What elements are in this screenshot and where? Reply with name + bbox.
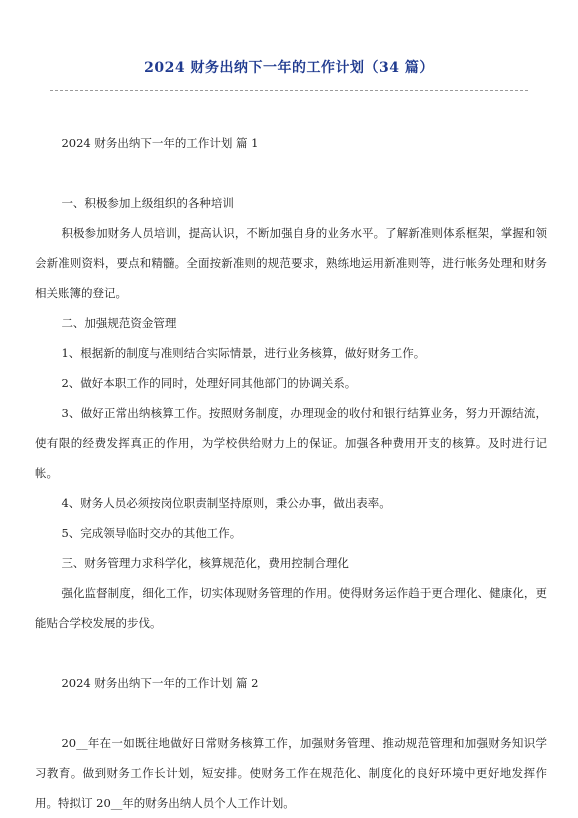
section-3-heading: 三、财务管理力求科学化，核算规范化，费用控制合理化 (61, 556, 349, 570)
section-2-item-1: 1、根据新的制度与准则结合实际情景，进行业务核算，做好财务工作。 (61, 346, 426, 360)
article-2-paragraph: 20__年在一如既往地做好日常财务核算工作，加强财务管理、推动规范管理和加强财务知识学习教育。做到财务工作长计划，短安排。使财务工作在规范化、制度化的良好环境中更好地发挥作用。特拟订 20__年的财务出纳人员个人工作计划。 (35, 736, 547, 810)
article-1-heading: 2024 财务出纳下一年的工作计划 篇 1 (61, 136, 259, 150)
section-2-item-2: 2、做好本职工作的同时，处理好同其他部门的协调关系。 (61, 376, 357, 390)
section-2-item-4: 4、财务人员必须按岗位职责制坚持原则，秉公办事，做出表率。 (61, 496, 391, 510)
title-divider (50, 90, 528, 91)
section-1-paragraph: 积极参加财务人员培训，提高认识，不断加强自身的业务水平。了解新准则体系框架，掌握和领会新准则资料，要点和精髓。全面按新准则的规范要求，熟练地运用新准则等，进行帐务处理和财务相关账簿的登记。 (35, 226, 547, 300)
section-2-item-5: 5、完成领导临时交办的其他工作。 (61, 526, 242, 540)
section-2-item-3: 3、做好正常出纳核算工作。按照财务制度，办理现金的收付和银行结算业务，努力开源结流，使有限的经费发挥真正的作用，为学校供给财力上的保证。加强各种费用开支的核算。及时进行记帐。 (35, 406, 547, 480)
section-3-paragraph: 强化监督制度，细化工作，切实体现财务管理的作用。使得财务运作趋于更合理化、健康化，更能贴合学校发展的步伐。 (35, 586, 547, 630)
section-1-heading: 一、积极参加上级组织的各种培训 (61, 196, 234, 210)
section-2-heading: 二、加强规范资金管理 (61, 316, 177, 330)
article-2-heading: 2024 财务出纳下一年的工作计划 篇 2 (61, 676, 259, 690)
document-title: 2024 财务出纳下一年的工作计划（34 篇） (144, 60, 434, 76)
document-body (35, 128, 547, 818)
